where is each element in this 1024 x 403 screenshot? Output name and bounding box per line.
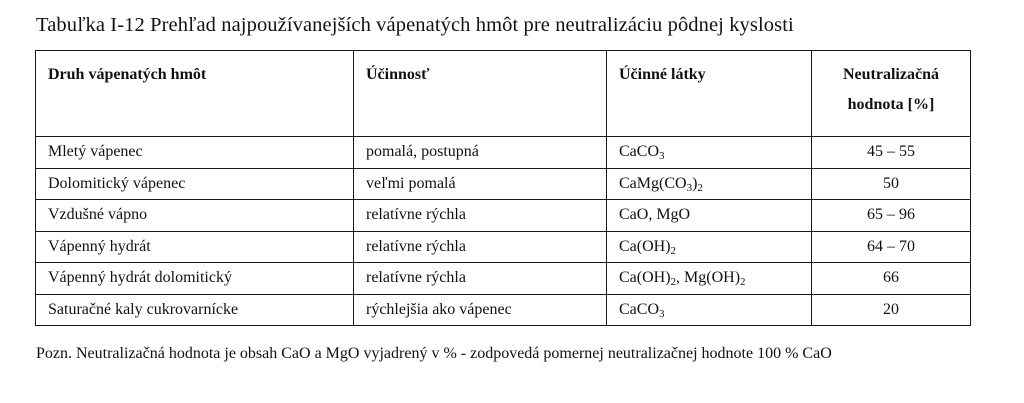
table-row bbox=[36, 168, 971, 200]
lime-materials-table bbox=[35, 50, 971, 326]
header-neutralizacna-line2: hodnota [%] bbox=[847, 96, 935, 113]
cell-druh: Dolomitický vápenec bbox=[36, 168, 354, 200]
header-neutralizacna-hodnota bbox=[812, 51, 971, 137]
formula-subscript: 2 bbox=[697, 181, 703, 194]
cell-neutralizacna-hodnota: 66 bbox=[812, 263, 971, 295]
table-row bbox=[36, 200, 971, 232]
cell-neutralizacna-hodnota: 64 – 70 bbox=[812, 231, 971, 263]
cell-neutralizacna-hodnota: 45 – 55 bbox=[812, 137, 971, 169]
cell-druh: Mletý vápenec bbox=[36, 137, 354, 169]
formula-text: CaMg(CO bbox=[619, 174, 687, 192]
formula-text: CaCO bbox=[619, 143, 659, 161]
formula-subscript: 3 bbox=[659, 150, 665, 163]
cell-ucinne-latky bbox=[607, 294, 812, 326]
formula-text: Ca(OH) bbox=[619, 269, 671, 287]
cell-ucinnost: relatívne rýchla bbox=[354, 200, 607, 232]
formula-text: CaO, MgO bbox=[619, 206, 691, 224]
table-row bbox=[36, 294, 971, 326]
cell-neutralizacna-hodnota: 20 bbox=[812, 294, 971, 326]
formula-subscript: 3 bbox=[659, 307, 665, 320]
formula-text: ) bbox=[692, 174, 698, 192]
formula-subscript: 3 bbox=[686, 181, 693, 194]
cell-neutralizacna-hodnota: 65 – 96 bbox=[812, 200, 971, 232]
formula-text: Ca(OH) bbox=[619, 237, 671, 255]
header-ucinnost: Účinnosť bbox=[354, 51, 607, 137]
cell-druh: Vápenný hydrát bbox=[36, 231, 354, 263]
formula-text: CaCO bbox=[619, 300, 659, 318]
cell-druh: Vzdušné vápno bbox=[36, 200, 354, 232]
cell-ucinnost: relatívne rýchla bbox=[354, 231, 607, 263]
table-note: Pozn. Neutralizačná hodnota je obsah CaO a MgO vyjadrený v % - zodpovedá pomernej neutralizačnej hodnote 100 % CaO bbox=[36, 345, 832, 362]
cell-druh: Saturačné kaly cukrovarnícke bbox=[36, 294, 354, 326]
cell-ucinnost: rýchlejšia ako vápenec bbox=[354, 294, 607, 326]
table-row bbox=[36, 263, 971, 295]
header-ucinne-latky: Účinné látky bbox=[607, 51, 812, 137]
cell-ucinne-latky bbox=[607, 263, 812, 295]
cell-druh: Vápenný hydrát dolomitický bbox=[36, 263, 354, 295]
header-neutralizacna-line1: Neutralizačná bbox=[843, 66, 939, 83]
cell-ucinnost: pomalá, postupná bbox=[354, 137, 607, 169]
cell-neutralizacna-hodnota: 50 bbox=[812, 168, 971, 200]
formula-subscript: 2 bbox=[740, 276, 746, 289]
table-header-row bbox=[36, 51, 971, 137]
table-caption: Tabuľka I-12 Prehľad najpoužívanejších vápenatých hmôt pre neutralizáciu pôdnej kyslosti bbox=[36, 14, 794, 36]
cell-ucinnost: relatívne rýchla bbox=[354, 263, 607, 295]
cell-ucinne-latky bbox=[607, 200, 812, 232]
cell-ucinnost: veľmi pomalá bbox=[354, 168, 607, 200]
cell-ucinne-latky bbox=[607, 168, 812, 200]
formula-subscript: 2 bbox=[670, 276, 677, 289]
formula-text: , Mg(OH) bbox=[676, 269, 741, 287]
cell-ucinne-latky bbox=[607, 231, 812, 263]
table-row bbox=[36, 231, 971, 263]
formula-subscript: 2 bbox=[670, 244, 677, 257]
header-druh: Druh vápenatých hmôt bbox=[36, 51, 354, 137]
cell-ucinne-latky bbox=[607, 137, 812, 169]
table-row bbox=[36, 137, 971, 169]
